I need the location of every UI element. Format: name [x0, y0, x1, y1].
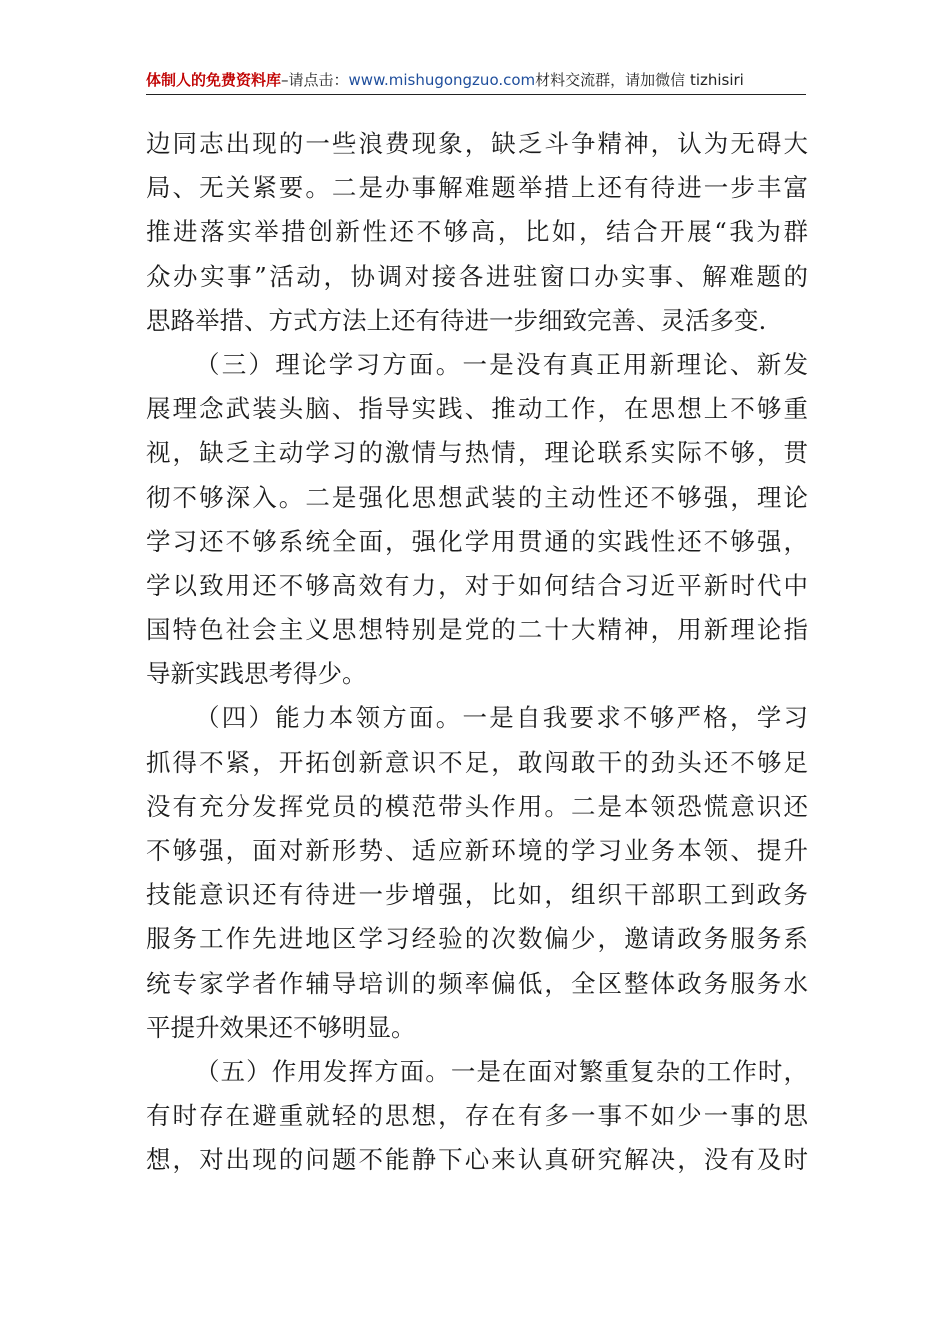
text-line: 没有充分发挥党员的模范带头作用。二是本领恐慌意识还: [146, 791, 808, 821]
text-line: 想，对出现的问题不能静下心来认真研究解决，没有及时: [146, 1145, 808, 1175]
text-line: 统专家学者作辅导培训的频率偏低，全区整体政务服务水: [146, 968, 808, 998]
text-line: 国特色社会主义思想特别是党的二十大精神，用新理论指: [146, 615, 808, 645]
header-brand: 体制人的免费资料库: [146, 71, 282, 89]
header-url-link[interactable]: www.mishugongzuo.com: [348, 71, 536, 89]
text-line: 推进落实举措创新性还不够高，比如，结合开展“我为群: [146, 217, 808, 247]
section-heading-line: （三）理论学习方面。一是没有真正用新理论、新发: [195, 349, 808, 379]
header-tail: 材料交流群，请加微信 tizhisiri: [535, 71, 744, 89]
text-line: 边同志出现的一些浪费现象，缺乏斗争精神，认为无碍大: [146, 129, 808, 158]
text-line: 不够强，面对新形势、适应新环境的学习业务本领、提升: [146, 836, 808, 865]
text-line: 服务工作先进地区学习经验的次数偏少，邀请政务服务系: [146, 924, 808, 954]
text-line: 局、无关紧要。二是办事解难题举措上还有待进一步丰富: [146, 173, 808, 203]
text-line: 平提升效果还不够明显。: [146, 1012, 416, 1042]
text-line: 抓得不紧，开拓创新意识不足，敢闯敢干的劲头还不够足: [146, 747, 808, 777]
text-line: 视，缺乏主动学习的激情与热情，理论联系实际不够，贯: [146, 438, 808, 468]
text-line: 导新实践思考得少。: [146, 659, 367, 689]
text-line: 技能意识还有待进一步增强，比如，组织干部职工到政务: [146, 880, 808, 910]
header-prompt: –请点击：: [281, 71, 349, 89]
text-line: 彻不够深入。二是强化思想武装的主动性还不够强，理论: [146, 482, 808, 512]
document-body: [146, 122, 808, 1183]
section-heading-line: （五）作用发挥方面。一是在面对繁重复杂的工作时，: [195, 1056, 808, 1086]
section-heading-line: （四）能力本领方面。一是自我要求不够严格，学习: [195, 703, 808, 733]
page-header: [146, 66, 806, 95]
text-line: 学习还不够系统全面，强化学用贯通的实践性还不够强，: [146, 526, 808, 556]
text-line: 学以致用还不够高效有力，对于如何结合习近平新时代中: [146, 570, 808, 600]
text-line: 有时存在避重就轻的思想，存在有多一事不如少一事的思: [146, 1101, 808, 1131]
text-line: 众办实事”活动，协调对接各进驻窗口办实事、解难题的: [146, 261, 808, 291]
text-line: 思路举措、方式方法上还有待进一步细致完善、灵活多变.: [146, 305, 767, 335]
text-line: 展理念武装头脑、指导实践、推动工作，在思想上不够重: [146, 394, 808, 424]
